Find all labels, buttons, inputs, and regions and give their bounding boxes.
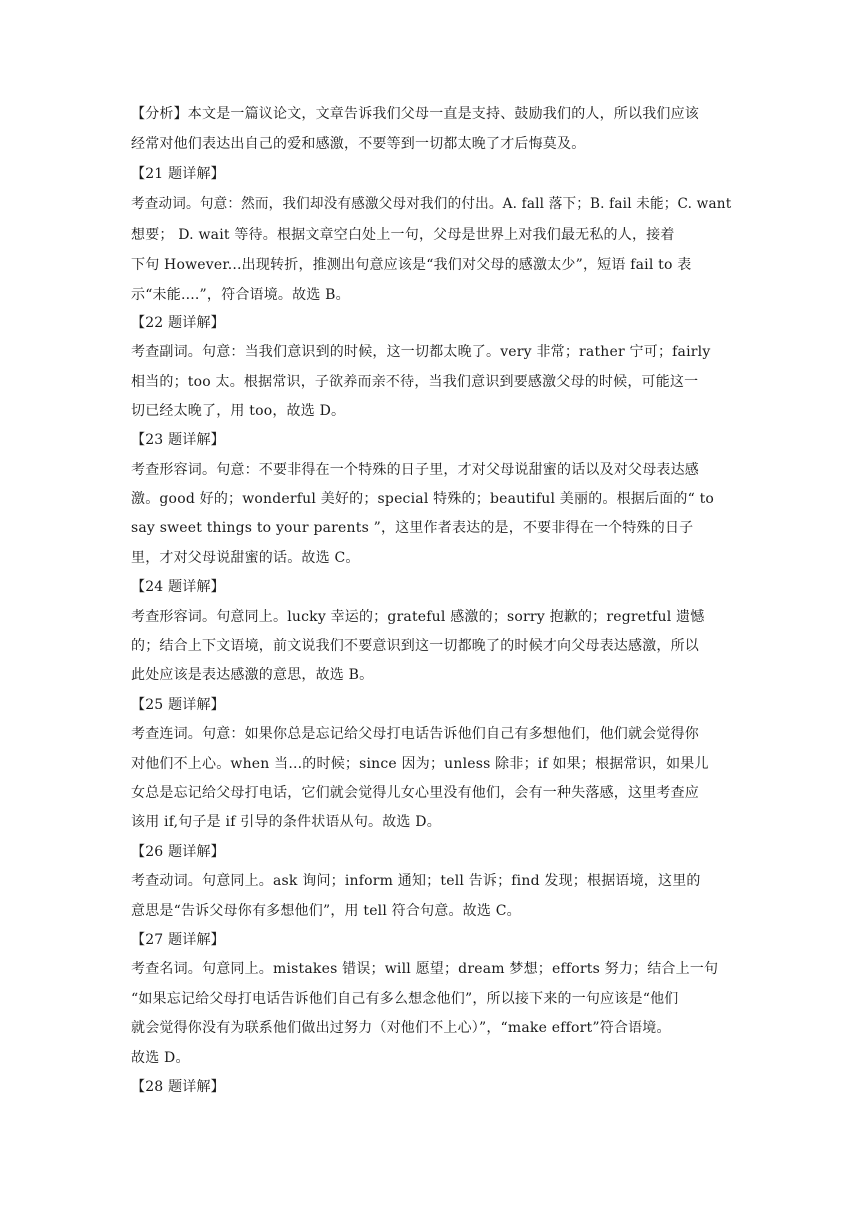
- paragraph-line: 下句 However...出现转折，推测出句意应该是“我们对父母的感激太少”，短语 fail to 表: [131, 257, 692, 273]
- paragraph-line: 考查形容词。句意同上。lucky 幸运的；grateful 感激的；sorry 抱歉的；regretful 遗憾: [131, 609, 705, 625]
- paragraph-line: 考查连词。句意：如果你总是忘记给父母打电话告诉他们自己有多想他们，他们就会觉得你: [131, 726, 699, 742]
- paragraph-line: 的；结合上下文语境，前文说我们不要意识到这一切都晚了的时候才向父母表达感激，所以: [131, 638, 699, 654]
- paragraph-line: 故选 D。: [131, 1050, 190, 1066]
- paragraph-line: 考查名词。句意同上。mistakes 错误；will 愿望；dream 梦想；efforts 努力；结合上一句: [131, 961, 719, 977]
- paragraph-line: 意思是“告诉父母你有多想他们”，用 tell 符合句意。故选 C。: [131, 903, 521, 919]
- section-heading-23: 【23 题详解】: [131, 432, 225, 448]
- paragraph-line: 女总是忘记给父母打电话，它们就会觉得儿女心里没有他们，会有一种失落感，这里考查应: [131, 785, 699, 801]
- section-heading-21: 【21 题详解】: [131, 166, 225, 182]
- paragraph-line: 对他们不上心。when 当...的时候；since 因为；unless 除非；if 如果；根据常识，如果儿: [131, 756, 709, 772]
- paragraph-line: “如果忘记给父母打电话告诉他们自己有多么想念他们”，所以接下来的一句应该是“他们: [131, 991, 679, 1007]
- paragraph-line: 相当的；too 太。根据常识，子欲养而亲不待，当我们意识到要感激父母的时候，可能这一: [131, 374, 699, 390]
- section-heading-27: 【27 题详解】: [131, 932, 225, 948]
- section-heading-24: 【24 题详解】: [131, 579, 225, 595]
- section-heading-28: 【28 题详解】: [131, 1079, 225, 1095]
- paragraph-line: 此处应该是表达感激的意思，故选 B。: [131, 667, 374, 683]
- paragraph-line: 考查副词。句意：当我们意识到的时候，这一切都太晚了。very 非常；rather 宁可；fairly: [131, 344, 711, 360]
- paragraph-line: 考查动词。句意同上。ask 询问；inform 通知；tell 告诉；find 发现；根据语境，这里的: [131, 873, 701, 889]
- section-heading-22: 【22 题详解】: [131, 315, 225, 331]
- paragraph-line: 切已经太晚了，用 too，故选 D。: [131, 403, 346, 419]
- paragraph-line: 就会觉得你没有为联系他们做出过努力（对他们不上心）”，“make effort”符合语境。: [131, 1020, 671, 1036]
- section-heading-26: 【26 题详解】: [131, 844, 225, 860]
- analysis-text: 经常对他们表达出自己的爱和感激，不要等到一切都太晚了才后悔莫及。: [131, 136, 586, 152]
- paragraph-line: 里，才对父母说甜蜜的话。故选 C。: [131, 550, 360, 566]
- section-heading-25: 【25 题详解】: [131, 697, 225, 713]
- paragraph-line: 想要； D. wait 等待。根据文章空白处上一句，父母是世界上对我们最无私的人，接着: [131, 227, 675, 243]
- paragraph-line: 该用 if,句子是 if 引导的条件状语从句。故选 D。: [131, 814, 441, 830]
- paragraph-line: 示“未能....”，符合语境。故选 B。: [131, 287, 350, 303]
- paragraph-line: 考查动词。句意：然而，我们却没有感激父母对我们的付出。A. fall 落下；B. fail 未能；C. want: [131, 196, 732, 212]
- paragraph-line: 激。good 好的；wonderful 美好的；special 特殊的；beautiful 美丽的。根据后面的“ to: [131, 491, 715, 507]
- paragraph-line: 考查形容词。句意：不要非得在一个特殊的日子里，才对父母说甜蜜的话以及对父母表达感: [131, 462, 699, 478]
- paragraph-line: say sweet things to your parents ”，这里作者表达的是，不要非得在一个特殊的日子: [131, 520, 694, 536]
- analysis-text: 【分析】本文是一篇议论文，文章告诉我们父母一直是支持、鼓励我们的人，所以我们应该: [131, 106, 699, 122]
